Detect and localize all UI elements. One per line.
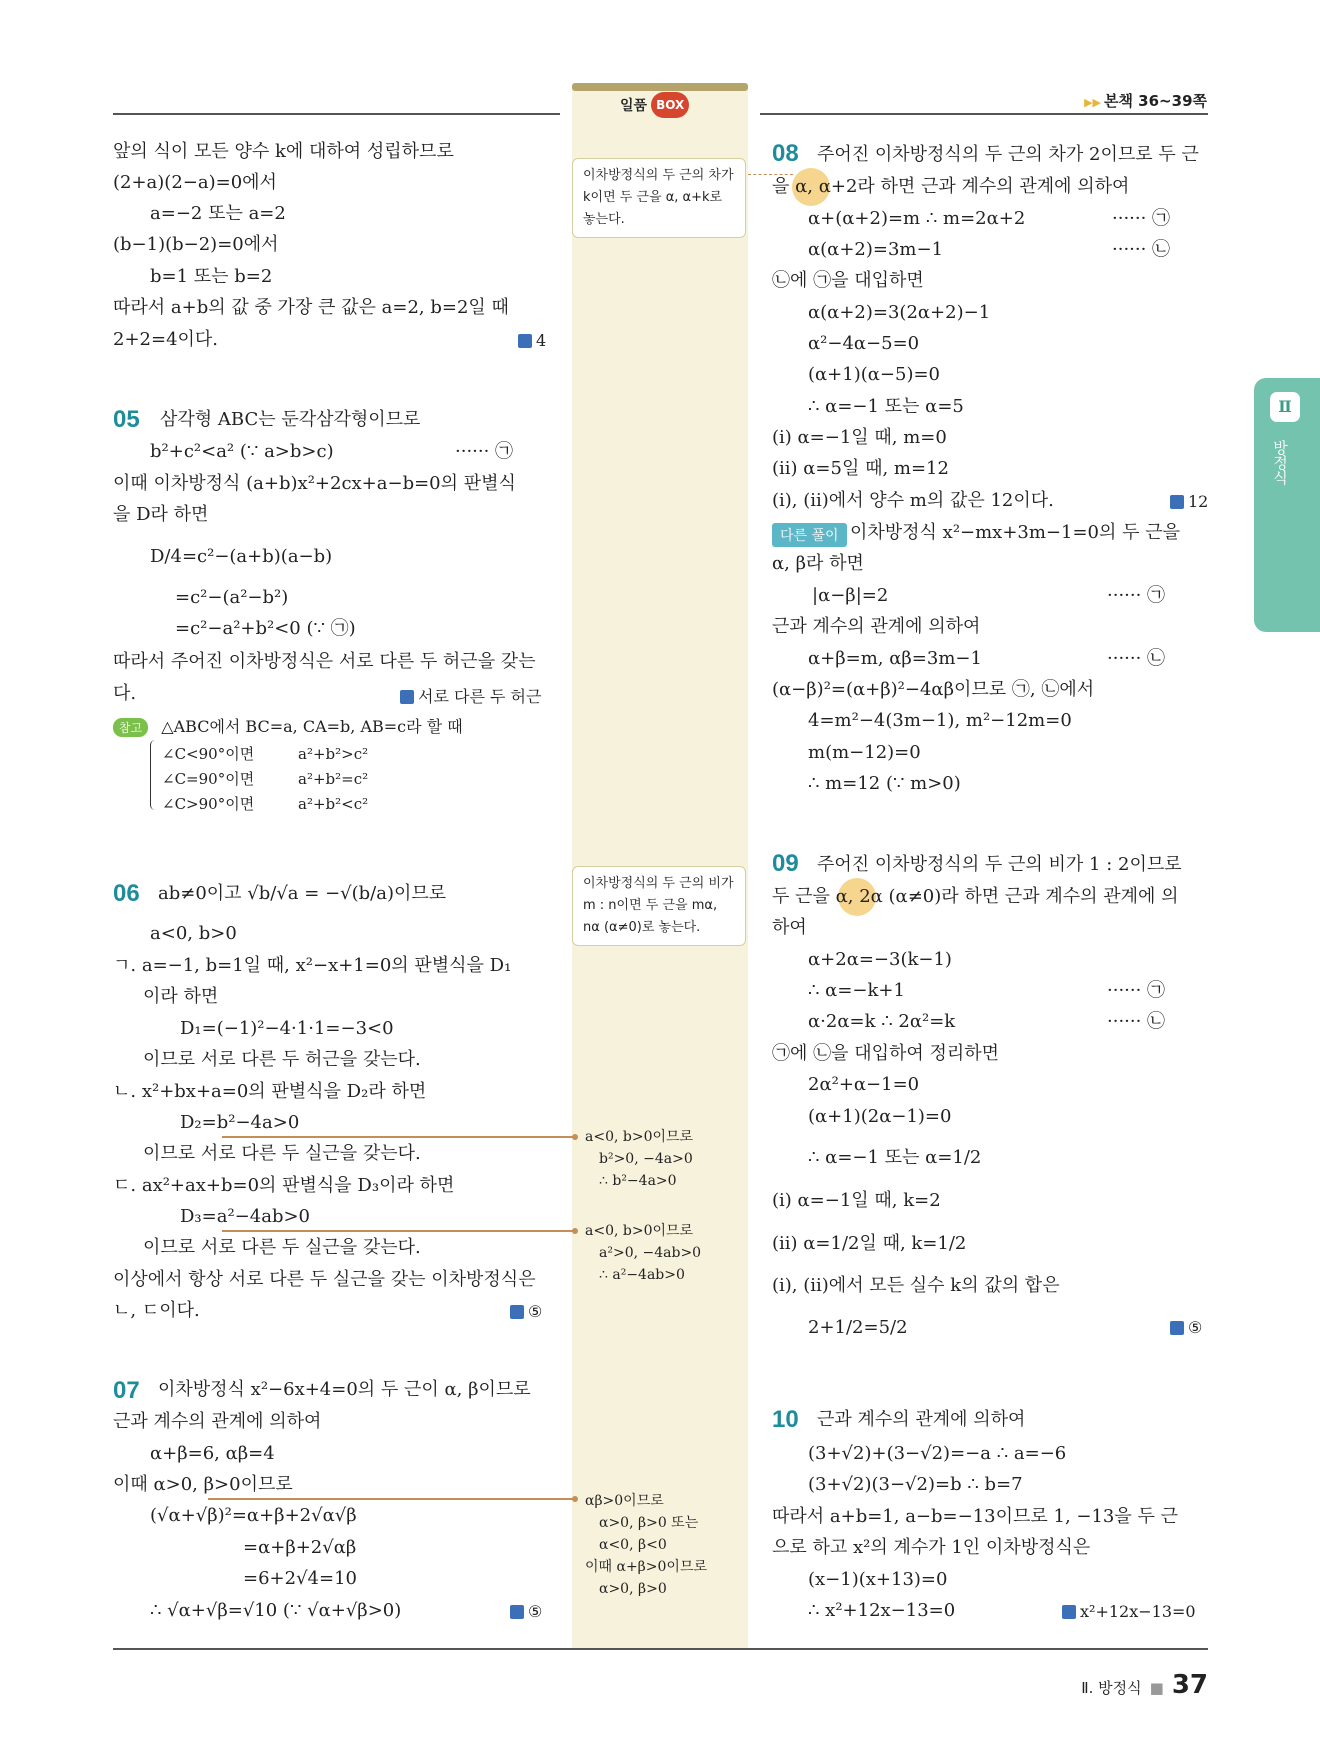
answer-icon [510,1305,524,1319]
math-line: ab≠0이고 √b/√a = −√(b/a)이므로 [158,883,447,904]
equation-mark: ······ ㉡ [1107,1011,1166,1032]
math-line: (ⅰ) α=−1일 때, k=2 [772,1190,941,1211]
brace [150,740,155,810]
page-ref-text: 본책 36~39쪽 [1103,92,1207,110]
text-line: α, β라 하면 [772,553,864,574]
math-line: b²+c²<a² (∵ a>b>c) [150,441,334,462]
text-line: 근과 계수의 관계에 의하여 [772,616,981,637]
problem-number: 06 [113,880,140,907]
double-arrow-icon: ▶▶ [1084,96,1101,109]
equation-mark: ······ ㉠ [1107,585,1166,606]
math-line: =c²−a²+b²<0 (∵ ㉠) [175,618,356,639]
case-result: a²+b²<c² [298,795,369,813]
answer-icon [1062,1605,1076,1619]
math-line: ∴ α=−1 또는 α=5 [808,396,964,417]
text-line: ㉡에 ㉠을 대입하면 [772,270,924,291]
text-line: 이차방정식 x²−6x+4=0의 두 근이 α, β이므로 [158,1379,531,1400]
text-line: 이므로 서로 다른 두 허근을 갖는다. [143,1049,421,1070]
problem-number: 07 [113,1377,140,1404]
math-line: =c²−(a²−b²) [175,587,289,608]
math-line: 2+1/2=5/2 [808,1317,908,1338]
math-line: (ⅱ) α=5일 때, m=12 [772,458,949,479]
text-line: 따라서 a+b의 값 중 가장 큰 값은 a=2, b=2일 때 [113,297,509,318]
text-line: 이때 α>0, β>0이므로 [113,1474,293,1495]
math-line: α²−4α−5=0 [808,333,920,354]
text-line: 다. [113,683,137,704]
text-line: 주어진 이차방정식의 두 근의 차가 2이므로 두 근 [817,144,1199,165]
text-line: 2+2=4이다. [113,329,219,350]
answer-icon [510,1605,524,1619]
text-line: 이때 이차방정식 (a+b)x²+2cx+a−b=0의 판별식 [113,473,516,494]
math-line: 2α²+α−1=0 [808,1074,920,1095]
answer: 4 [518,331,546,350]
equation-mark: ······ ㉡ [1112,239,1171,260]
box-label [620,92,689,118]
math-line: |α−β|=2 [812,585,889,606]
case-result: a²+b²>c² [298,745,369,763]
math-line: 4=m²−4(3m−1), m²−12m=0 [808,710,1072,731]
math-line: (√α+√β)²=α+β+2√α√β [150,1505,357,1526]
math-line: (3+√2)+(3−√2)=−a ∴ a=−6 [808,1443,1067,1464]
side-note: αβ>0이므로 α>0, β>0 또는 α<0, β<0 이때 α+β>0이므로 α>0, β>0 [585,1493,707,1597]
math-line: α(α+2)=3m−1 [808,239,944,260]
reference-text: △ABC에서 BC=a, CA=b, AB=c라 할 때 [161,717,463,736]
math-line: α(α+2)=3(2α+2)−1 [808,302,991,323]
reference-note [113,714,463,737]
math-line: D₁=(−1)²−4·1·1=−3<0 [180,1018,394,1039]
text-line: 주어진 이차방정식의 두 근의 비가 1 : 2이므로 [817,854,1182,875]
math-line: =α+β+2√αβ [243,1537,357,1558]
text-line: 을 α, α+2라 하면 근과 계수의 관계에 의하여 [772,176,1130,197]
answer: x²+12x−13=0 [1062,1602,1196,1621]
chapter-tab[interactable] [1254,378,1320,632]
connector-line [208,1498,575,1500]
problem-number: 08 [772,140,799,167]
text-line: 따라서 a+b=1, a−b=−13이므로 1, −13을 두 근 [772,1506,1178,1527]
case-cond: ∠C=90°이면 [162,770,255,788]
math-line: α+β=6, αβ=4 [150,1443,275,1464]
answer-icon [1170,1321,1184,1335]
text-line: b=1 또는 b=2 [150,266,273,287]
chapter-tab-label: 방정식 [1271,440,1289,485]
math-line: (ⅱ) α=1/2일 때, k=1/2 [772,1233,967,1254]
math-line: α+β=m, αβ=3m−1 [808,648,982,669]
reference-badge: 참고 [113,718,148,737]
text-line: 이므로 서로 다른 두 실근을 갖는다. [143,1143,421,1164]
text-line: ㄴ, ㄷ이다. [113,1300,200,1321]
text-line: 근과 계수의 관계에 의하여 [817,1409,1026,1430]
equation-mark: ······ ㉡ [1107,648,1166,669]
text-line: 이라 하면 [143,986,219,1007]
text-line: 이상에서 항상 서로 다른 두 실근을 갖는 이차방정식은 [113,1269,536,1290]
answer: 서로 다른 두 허근 [400,684,541,707]
answer: ⑤ [1170,1318,1202,1337]
alt-solution-badge: 다른 풀이 [772,523,847,547]
connector-line [222,1230,575,1232]
text-line: 이차방정식 x²−mx+3m−1=0의 두 근을 [850,522,1180,543]
text-line: 따라서 주어진 이차방정식은 서로 다른 두 허근을 갖는 [113,651,536,672]
case-cond: ∠C>90°이면 [162,795,255,813]
math-line: m(m−12)=0 [808,742,921,763]
separator-dot: ■ [1149,1679,1164,1697]
text-line: 두 근을 α, 2α (α≠0)라 하면 근과 계수의 관계에 의 [772,886,1179,907]
header-rule-right [760,113,1208,115]
footer-rule [113,1648,1208,1650]
math-line: (ⅰ) α=−1일 때, m=0 [772,427,947,448]
text-line: (ⅰ), (ⅱ)에서 양수 m의 값은 12이다. [772,490,1054,511]
math-line: α+(α+2)=m ∴ m=2α+2 [808,208,1026,229]
box-label-text: 일품 [620,98,648,114]
answer: 12 [1170,492,1208,511]
case-cond: ∠C<90°이면 [162,745,255,763]
math-line: ∴ m=12 (∵ m>0) [808,773,961,794]
answer-icon [1170,495,1184,509]
text-line: 으로 하고 x²의 계수가 1인 이차방정식은 [772,1537,1091,1558]
connector-line [222,1136,575,1138]
math-line: α·2α=k ∴ 2α²=k [808,1011,956,1032]
math-line: (3+√2)(3−√2)=b ∴ b=7 [808,1474,1023,1495]
header-rule-left [113,113,560,115]
connector-dot [572,1228,578,1234]
text-line: 이므로 서로 다른 두 실근을 갖는다. [143,1237,421,1258]
text-line: (ⅰ), (ⅱ)에서 모든 실수 k의 값의 합은 [772,1275,1060,1296]
math-line: D₃=a²−4ab>0 [180,1206,310,1227]
answer-icon [400,690,414,704]
answer: ⑤ [510,1602,542,1621]
text-line: 근과 계수의 관계에 의하여 [113,1411,322,1432]
answer-icon [518,334,532,348]
box-note: 이차방정식의 두 근의 비가 m : n이면 두 근을 mα, nα (α≠0)로 놓는다. [572,866,746,946]
page-number: 37 [1171,1670,1208,1700]
math-line: (α+1)(α−5)=0 [808,364,941,385]
text-line: 삼각형 ABC는 둔각삼각형이므로 [160,409,421,430]
math-line: ∴ √α+√β=√10 (∵ √α+√β>0) [150,1600,402,1621]
box-note: 이차방정식의 두 근의 차가 k이면 두 근을 α, α+k로 놓는다. [572,158,746,238]
text-line: ㄱ. a=−1, b=1일 때, x²−x+1=0의 판별식을 D₁ [113,955,512,976]
text-line: 을 D라 하면 [113,504,209,525]
math-line: D₂=b²−4a>0 [180,1112,300,1133]
text-line: (b−1)(b−2)=0에서 [113,234,279,255]
chapter-name: Ⅱ. 방정식 [1081,1679,1142,1697]
math-line: ∴ x²+12x−13=0 [808,1600,956,1621]
connector-dot [572,1496,578,1502]
text-line: 하여 [772,917,807,938]
text-line: ㄴ. x²+bx+a=0의 판별식을 D₂라 하면 [113,1081,427,1102]
math-line: α+2α=−3(k−1) [808,949,952,970]
connector-dot [572,1134,578,1140]
chapter-roman: Ⅱ [1270,392,1300,422]
text-line: (2+a)(2−a)=0에서 [113,172,277,193]
side-note: a<0, b>0이므로 a²>0, −4ab>0 ∴ a²−4ab>0 [585,1223,702,1283]
math-line: (x−1)(x+13)=0 [808,1569,948,1590]
side-note: a<0, b>0이므로 b²>0, −4a>0 ∴ b²−4a>0 [585,1129,694,1189]
text-line: ㄷ. ax²+ax+b=0의 판별식을 D₃이라 하면 [113,1175,455,1196]
equation-mark: ······ ㉠ [1112,208,1171,229]
equation-mark: ······ ㉠ [1107,980,1166,1001]
text-line: ㉠에 ㉡을 대입하여 정리하면 [772,1043,1000,1064]
text-line: 앞의 식이 모든 양수 k에 대하여 성립하므로 [113,141,454,162]
math-line: D/4=c²−(a+b)(a−b) [150,546,333,567]
case-result: a²+b²=c² [298,770,369,788]
math-line: ∴ α=−1 또는 α=1/2 [808,1147,982,1168]
equation-mark: ······ ㉠ [455,441,514,462]
problem-number: 05 [113,406,140,433]
box-column-top [572,83,748,91]
math-line: ∴ α=−k+1 [808,980,905,1001]
math-line: (α−β)²=(α+β)²−4αβ이므로 ㉠, ㉡에서 [772,679,1095,700]
math-line: (α+1)(2α−1)=0 [808,1106,952,1127]
math-line: =6+2√4=10 [243,1568,357,1589]
page-footer [1081,1670,1208,1700]
page-ref [1084,90,1207,111]
box-badge: BOX [651,92,689,118]
problem-number: 09 [772,850,799,877]
problem-number: 10 [772,1406,799,1433]
answer: ⑤ [510,1302,542,1321]
text-line: a=−2 또는 a=2 [150,203,286,224]
math-line: a<0, b>0 [150,923,237,944]
